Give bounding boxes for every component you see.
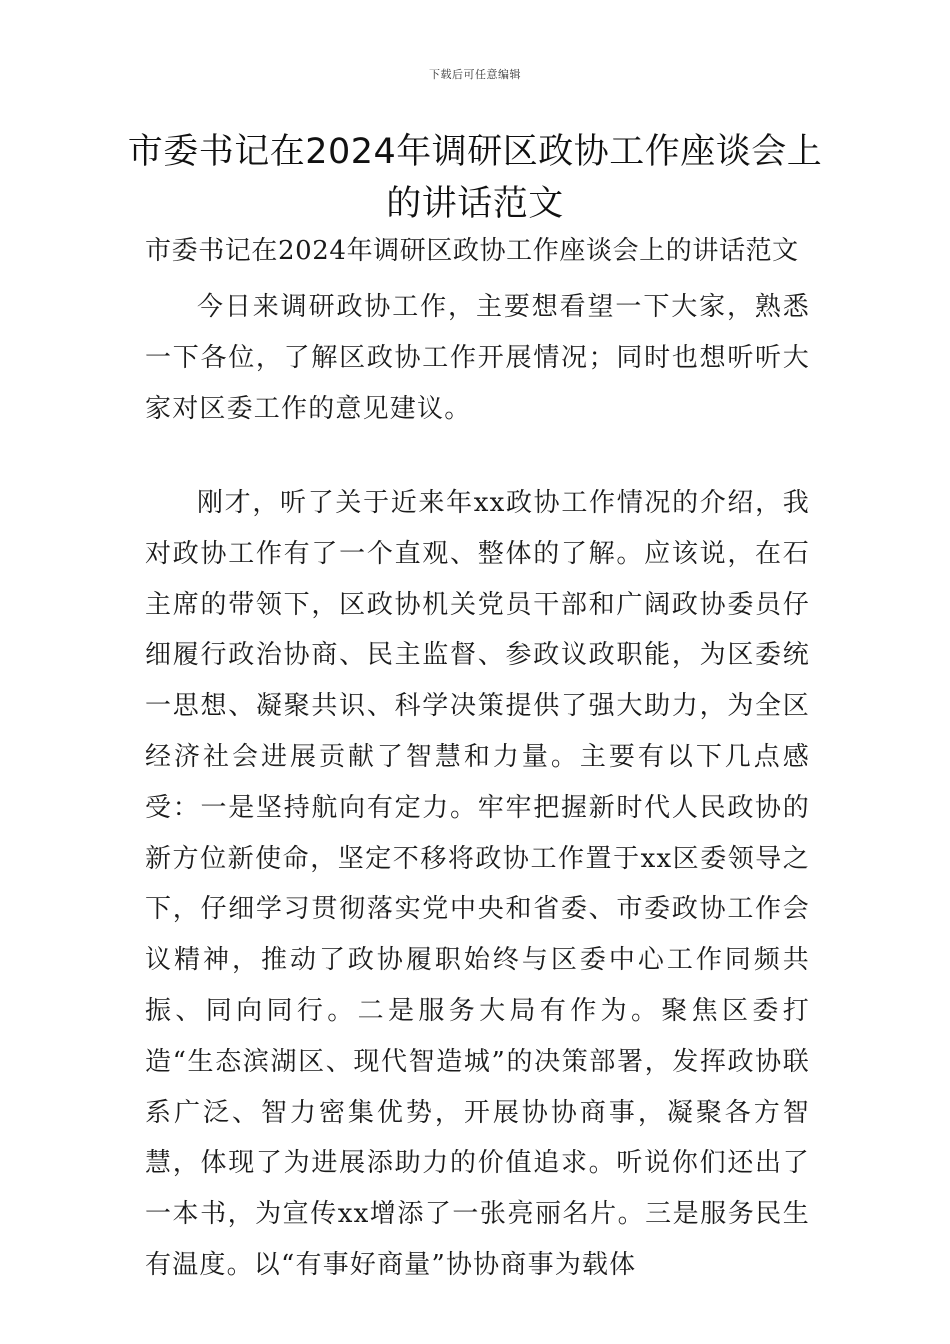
document-title: 市委书记在2024年调研区政协工作座谈会上的讲话范文 xyxy=(127,132,823,224)
document-subtitle: 市委书记在2024年调研区政协工作座谈会上的讲话范文 xyxy=(145,236,799,266)
paragraph-1: 今日来调研政协工作，主要想看望一下大家，熟悉一下各位，了解区政协工作开展情况；同时也想听听大家对区委工作的意见建议。 xyxy=(145,292,810,424)
header-note: 下载后可任意编辑 xyxy=(429,68,521,81)
paragraph-2: 刚才，听了关于近来年xx政协工作情况的介绍，我对政协工作有了一个直观、整体的了解。应该说，在石主席的带领下，区政协机关党员干部和广阔政协委员仔细履行政治协商、民主监督、参政议政职能，为区委统一思想、凝聚共识、科学决策提供了强大助力，为全区经济社会进展贡献了智慧和力量。主要有以下几点感受：一是坚持航向有定力。牢牢把握新时代人民政协的新方位新使命，坚定不移将政协工作置于xx区委领导之下，仔细学习贯彻落实党中央和省委、市委政协工作会议精神，推动了政协履职始终与区委中心工作同频共振、同向同行。二是服务大局有作为。聚焦区委打造“生态滨湖区、现代智造城”的决策部署，发挥政协联系广泛、智力密集优势，开展协协商事，凝聚各方智慧，体现了为进展添助力的价值追求。听说你们还出了一本书，为宣传xx增添了一张亮丽名片。三是服务民生有温度。以“有事好商量”协协商事为载体 xyxy=(145,488,810,1280)
